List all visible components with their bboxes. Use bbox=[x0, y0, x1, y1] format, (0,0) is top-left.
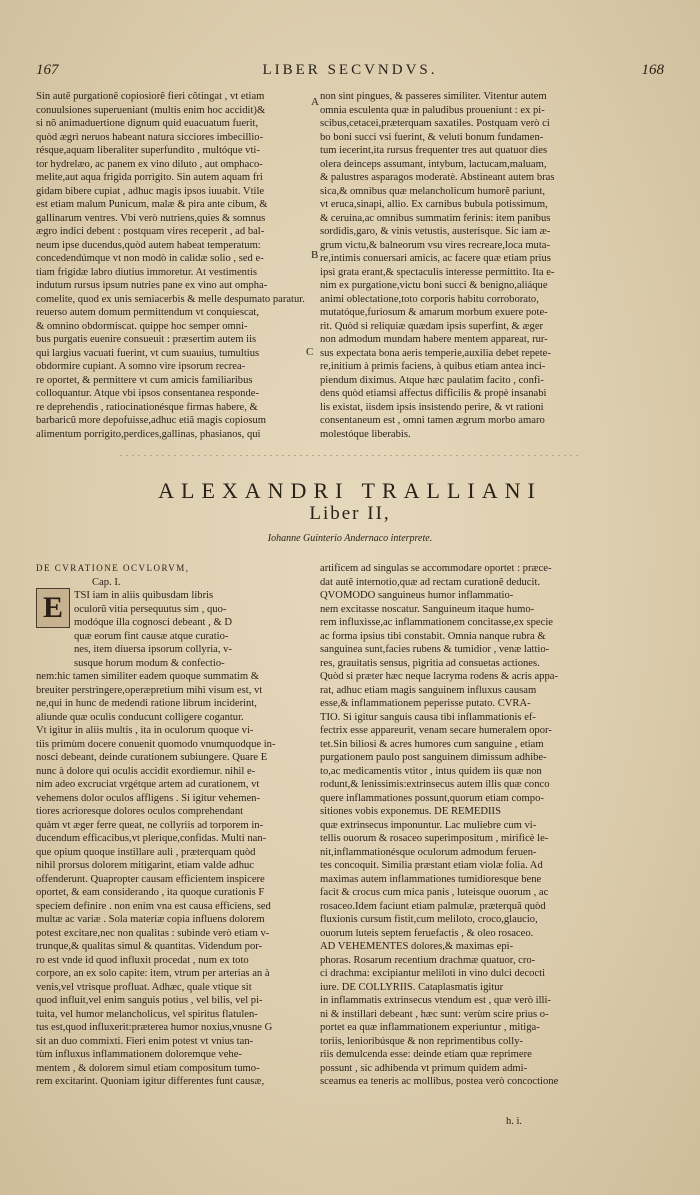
text-line: grum victu,& balneorum vsu vires recreare,loca muta- bbox=[320, 239, 551, 251]
text-line: re,initium à primis faciens, à quibus etiam antea inci- bbox=[320, 361, 546, 372]
text-line: potest excitare,nec non qualitas : subinde verò etiam v- bbox=[36, 927, 270, 939]
text-line: ni & instillari debeant , hæc sunt: verùm scire prius o- bbox=[320, 1008, 549, 1020]
text-line: molestóque liberabis. bbox=[320, 428, 411, 440]
right-page-number: 168 bbox=[641, 62, 664, 78]
text-line: bo boni succi vsi fuerint, & veluti bonum fundamen- bbox=[320, 131, 544, 143]
text-line: rosaceo.Idem faciunt etiam palmulæ, præterquã quòd bbox=[320, 900, 546, 912]
text-line: tum iecerint,ita rursus frequenter tres aut quatuor dies bbox=[320, 145, 548, 156]
text-line: fectrix esse appareurit, venam secare humeralem opor- bbox=[320, 725, 552, 736]
text-line: sordidis,garo, & vinis vetustis, austerisque. Sic iam æ- bbox=[320, 226, 551, 237]
text-line: consentaneum est , omni tamen ægrum morbo amaro bbox=[320, 415, 545, 426]
text-line: barbaricũ more depofuisse,adhuc etiã magis copiosum bbox=[36, 415, 267, 426]
text-line: que opium quoque instillare auli , præterquam quòd bbox=[36, 846, 256, 858]
text-line: scibus,cetacei,præterquam saxatiles. Postquam verò ci bbox=[320, 118, 550, 129]
top-left-column bbox=[36, 90, 308, 441]
text-line: riis demulcenda esse: deinde etiam quæ reprimere bbox=[320, 1049, 532, 1060]
text-line: re deprehendis , ratiocinationésque firmas habere, & bbox=[36, 401, 258, 413]
bottom-left-column bbox=[36, 562, 308, 1089]
text-line: conuulsiones superueniant (multis enim hoc accidit)& bbox=[36, 104, 266, 116]
text-line: trunque,& qualitas simul & quantitas. Videndum por- bbox=[36, 941, 263, 952]
signature-mark: h. i. bbox=[505, 1116, 522, 1127]
text-line: nihil prorsus dolorem mitigarint, etiam valde adhuc bbox=[36, 860, 255, 871]
text-line: possunt , sic adhibenda vt primum quidem admi- bbox=[320, 1062, 528, 1074]
text-line: comelite, quod ex unis semiacerbis & melle despumato paratur. bbox=[36, 293, 305, 305]
text-line: qui largius vacuati fuerint, vt cum suauius, tumultius bbox=[36, 347, 260, 359]
text-line: ne,qui in hunc de medendi ratione librum inciderint, bbox=[36, 698, 257, 709]
text-line: TIO. Si igitur sanguis causa tibi inflammationis ef- bbox=[320, 711, 536, 723]
text-line: mutatóque,furiosum & amarum morbum exuere pote- bbox=[320, 307, 548, 318]
text-line: to,ac medicamentis vtitor , intus quidem iis quæ non bbox=[320, 765, 542, 777]
text-line: melite,aut aqua frigida porrigito. Sin autem aquam fri bbox=[36, 172, 263, 183]
text-line: nim ex purgatione,victu boni succi & benigno,aliáque bbox=[320, 280, 548, 291]
text-line: TSI iam in aliis quibusdam libris bbox=[74, 590, 214, 601]
text-line: non sint pingues, & passeres similiter. Vitentur autem bbox=[320, 91, 547, 102]
text-line: re,intimis conuersari amicis, ac facere quæ etiam prius bbox=[320, 253, 551, 264]
text-line: nem excitasse noscatur. Sanguineum itaque humo- bbox=[320, 603, 535, 615]
text-line: tuita, vel humor melancholicus, vel spiritus flatulen- bbox=[36, 1008, 258, 1020]
text-line: vehemens dolor oculos affligens . Si igitur vehemen- bbox=[36, 792, 260, 804]
text-line: ci drachma: excipiantur meliloti in vino dulci decocti bbox=[320, 968, 546, 979]
text-line: phoras. Rosarum recentium drachmæ quatuor, cro- bbox=[320, 954, 536, 966]
text-line: AD VEHEMENTES dolores,& maximas epi- bbox=[320, 941, 514, 952]
bottom-right-column bbox=[320, 562, 670, 1089]
text-line: obdormire cupiant. A somno vire ipsorum recrea- bbox=[36, 361, 246, 372]
page-header bbox=[36, 62, 664, 84]
book-title: ALEXANDRI TRALLIANI bbox=[158, 478, 542, 503]
text-line: purgationem paulo post sanguinem dimissum adhibe- bbox=[320, 752, 547, 763]
text-line: nem:hic tamen similiter eadem quoque summatim & bbox=[36, 671, 260, 682]
text-line: res, grauitatis sensus, pigritia ad consuetas actiones. bbox=[320, 657, 540, 669]
margin-letter-c: C bbox=[306, 346, 314, 358]
left-page-number: 167 bbox=[36, 62, 59, 78]
text-line: portet ea quæ inflammationem experiuntur , mitiga- bbox=[320, 1022, 540, 1033]
text-line: nim adeo excruciat vrgétque artem ad curationem, vt bbox=[36, 779, 260, 790]
text-line: tor hydrelæo, ac panem ex vino diluto , aut omphaco- bbox=[36, 158, 263, 170]
text-line: si nõ animaduertione dignum quid euacuatum fuerit, bbox=[36, 118, 259, 129]
text-line: alimentum porrigito,perdices,gallinas, phasianos, qui bbox=[36, 428, 261, 440]
book-subtitle: Liber II, bbox=[309, 503, 391, 524]
text-line: modóque illa cognosci debeant , & D bbox=[74, 617, 232, 628]
text-line: sanguinea sunt,facies rubens & tumidior , venæ lattio- bbox=[320, 644, 550, 655]
translator-credit: Iohanne Guinterio Andernaco interprete. bbox=[267, 533, 433, 544]
text-line: nosci debeant, deinde curationem subiungere. Quare E bbox=[36, 752, 268, 763]
text-line: piendum diximus. Atque hæc paulatim facito , confi- bbox=[320, 374, 544, 386]
text-line: artificem ad singulas se accommodare oportet : præce- bbox=[320, 563, 552, 574]
text-line: speciem definire . non enim vna est causa efficiens, sed bbox=[36, 900, 271, 912]
text-line: quere inflammationes possunt,quorum etiam compo- bbox=[320, 792, 544, 804]
text-line: sit an duo commixti. Fieri enim potest vt vnius tan- bbox=[36, 1035, 254, 1047]
text-line: concedendúmque vt non modò in calidæ solio , sed e- bbox=[36, 253, 264, 264]
text-line: bus purgatis euenire consueuit : præsertim autem iis bbox=[36, 334, 257, 345]
text-line: QVOMODO sanguineus humor inflammatio- bbox=[320, 590, 514, 601]
text-line: multæ ac variæ . Sola materiæ copia influens dolorem bbox=[36, 914, 265, 925]
text-line: Sin autẽ purgationẽ copiosiorẽ fieri cõtingat , vt etiam bbox=[36, 91, 265, 102]
text-line: rem influxisse,ac inflammationem concitasse,ex specie bbox=[320, 617, 553, 628]
text-line: ro est vnde id quod influxit procedat , num ex toto bbox=[36, 954, 249, 966]
text-line: Vt igitur in aliis multis , ita in oculorum quoque vi- bbox=[36, 725, 254, 736]
chapter-number: Cap. I. bbox=[92, 576, 121, 588]
text-line: vt eruca,sinapi, allio. Ex carnibus bubula potissimum, bbox=[320, 199, 548, 210]
text-line: rodunt,& lenissimis:extrinsecus autem illis quæ conco bbox=[320, 779, 550, 790]
text-line: maximas autem inflammationes tumidioresque bene bbox=[320, 873, 542, 885]
text-line: dat autẽ internotio,quæ ad rectam curationẽ deducit. bbox=[320, 576, 541, 588]
text-line: animi oblectatione,toto corporis habitu corroborato, bbox=[320, 293, 539, 305]
text-line: sceamus ea teneris ac mollibus, postea verò concoctione bbox=[320, 1076, 559, 1087]
text-line: oculorũ vitia persequutus sim , quo- bbox=[74, 603, 227, 615]
margin-letter-b: B bbox=[311, 249, 319, 261]
text-line: colloquantur. Atque vbi ipsos consentanea responde- bbox=[36, 388, 260, 399]
text-line: tiores acrioresque dolores oculos comprehendant bbox=[36, 806, 244, 817]
text-line: ouorum luteis septem feruefactis , & oleo rosaceo. bbox=[320, 927, 534, 939]
text-line: omnia esculenta quæ in paludibus proueniunt : ex pi- bbox=[320, 104, 545, 116]
text-line: quàm vt æger ferre queat, ne collyriis ad torporem in- bbox=[36, 819, 264, 831]
text-line: olera deinceps assumant, intybum, lactucam,maluam, bbox=[320, 158, 547, 170]
text-line: tus est,quod influxerit:præterea humor noxius,vnusne G bbox=[36, 1022, 273, 1033]
text-line: in inflammatis extrinsecus vtendum est , quæ verò illi- bbox=[320, 995, 551, 1006]
text-line: tet.Sin biliosi & acres humores cum sanguine , etiam bbox=[320, 738, 544, 750]
text-line: lis existat, iisdem ipsis insistendo perire, & vt rationi bbox=[320, 401, 544, 413]
text-line: tiam frigidæ labro diutius immoretur. At vestimentis bbox=[36, 266, 257, 278]
text-line: & palustres asparagos moderatè. Abstineant autem bras bbox=[320, 172, 555, 183]
text-line: venis,vel vtrisque profluat. Adhæc, quale vtique sit bbox=[36, 981, 252, 993]
text-line: sica,& omnibus quæ melancholicum humorẽ pariunt, bbox=[320, 185, 546, 197]
text-line: quæ eorum fint causæ atque curatio- bbox=[74, 630, 229, 642]
text-line: Quòd si præter hæc neque lacryma rodens & acris appa- bbox=[320, 671, 558, 682]
text-line: gidam bibere cupiat , adhuc magis ipsos iuuabit. Vtile bbox=[36, 185, 265, 197]
text-line: fluxionis cursum fistit,cum meliloto, croco,glaucio, bbox=[320, 914, 538, 925]
text-line: rat, adhuc etiam magis sanguinem influxus causam bbox=[320, 684, 537, 696]
chapter-heading: DE CVRATIONE OCVLORVM, bbox=[36, 563, 190, 573]
text-line: facit & crocus cum mica panis , luteisque ouorum , ac bbox=[320, 887, 549, 898]
text-line: ipsi grata erant,& spectaculis interesse permittito. Ita e- bbox=[320, 266, 555, 278]
text-line: quòd ægri neruos habeant natura sicciores imbecillio- bbox=[36, 131, 264, 143]
text-line: breuiter perstringere,operæpretium mihi visum est, vt bbox=[36, 684, 263, 696]
text-line: ægro indici debent : postquam vires receperit , ad bal- bbox=[36, 226, 265, 237]
text-line: tiis primùm docere conuenit quomodo vnumquodque in- bbox=[36, 738, 276, 750]
text-line: rem excitarint. Quoniam igitur differentes funt causæ, bbox=[36, 1076, 265, 1087]
text-line: indutum rursus ipsum nutries pane ex vino aut ompha- bbox=[36, 280, 268, 291]
text-line: nes, item diuersa ipsorum collyria, v- bbox=[74, 644, 232, 655]
text-line: mentem , & dolorem simul etiam compositum tumo- bbox=[36, 1062, 260, 1074]
section-divider bbox=[120, 455, 580, 456]
text-line: re oportet, & permittere vt cum amicis familiaribus bbox=[36, 374, 253, 386]
text-line: sitiones vobis exponemus. DE REMEDIIS bbox=[320, 806, 501, 817]
text-line: quod influit,vel enim sanguis potius , vel bilis, vel pi- bbox=[36, 995, 263, 1006]
text-line: offenderunt. Quapropter causam efficientem inspicere bbox=[36, 873, 265, 885]
text-line: dens quòd etiamsi affectus difficilis & propè insanabi bbox=[320, 388, 547, 399]
text-line: neum ipse ducendus,quòd autem habeat temperatum: bbox=[36, 239, 261, 251]
text-line: nit,inflammationésque oculorum admodum feruen- bbox=[320, 846, 537, 858]
margin-letter-a: A bbox=[311, 96, 319, 108]
text-line: tùm influxus inflammationem doloremque vehe- bbox=[36, 1049, 242, 1060]
text-line: tellis ouorum & rosaceo superimpositum , mirificè le- bbox=[320, 833, 549, 844]
text-line: rit. Quòd si reliquiæ quædam ipsis superfint, & æger bbox=[320, 320, 544, 332]
text-line: & omnino obdormiscat. quippe hoc semper omni- bbox=[36, 320, 248, 332]
text-line: & ceruina,ac omnibus summatim ferinis: item panibus bbox=[320, 212, 551, 224]
text-line: corpore, an ex solo capite: item, vtrum per arterias an à bbox=[36, 968, 270, 979]
text-line: esse,& inflammationem peperisse putato. CVRA- bbox=[320, 698, 531, 709]
running-title: LIBER SECVNDVS. bbox=[262, 62, 438, 78]
text-line: résque,aquam liberaliter superfundito , multóque vti- bbox=[36, 145, 260, 156]
decorated-initial: E bbox=[36, 588, 70, 628]
text-line: ac forma ipsius tibi constabit. Omnia nanque rubra & bbox=[320, 630, 546, 642]
text-line: sus expectata bona aeris temperie,auxilia debet repete- bbox=[320, 347, 551, 359]
text-line: aliunde quæ oculis conducunt colligere cogantur. bbox=[36, 711, 244, 723]
text-line: toriis, lenioribúsque & non reprimentibus colly- bbox=[320, 1035, 524, 1047]
text-line: non admodum mundam habere mentem appareat, rur- bbox=[320, 334, 548, 345]
text-line: iure. DE COLLYRIIS. Cataplasmatis igitur bbox=[320, 981, 504, 993]
text-line: susque horum modum & confectio- bbox=[74, 657, 225, 669]
text-line: ducendum efficacibus,vt plerique,confidas. Multi nan- bbox=[36, 833, 267, 844]
text-line: nunc à dolore qui oculis accidit exordiemur. nihil e- bbox=[36, 765, 256, 777]
text-line: oportet, & eam considerando , ita quoque curationis F bbox=[36, 887, 265, 898]
text-line: quæ extrinsecus imponuntur. Lac muliebre cum vi- bbox=[320, 819, 537, 831]
text-line: gallinarum ventres. Vbi verò nutriens,quies & somnus bbox=[36, 212, 266, 224]
text-line: reuerso autem domum permittendum vt conquiescat, bbox=[36, 307, 259, 318]
top-right-column bbox=[320, 90, 670, 441]
text-line: tes concoquit. Similia præstant etiam violæ folia. Ad bbox=[320, 860, 543, 871]
text-line: est etiam malum Punicum, malæ & pira ante cibum, & bbox=[36, 199, 268, 210]
